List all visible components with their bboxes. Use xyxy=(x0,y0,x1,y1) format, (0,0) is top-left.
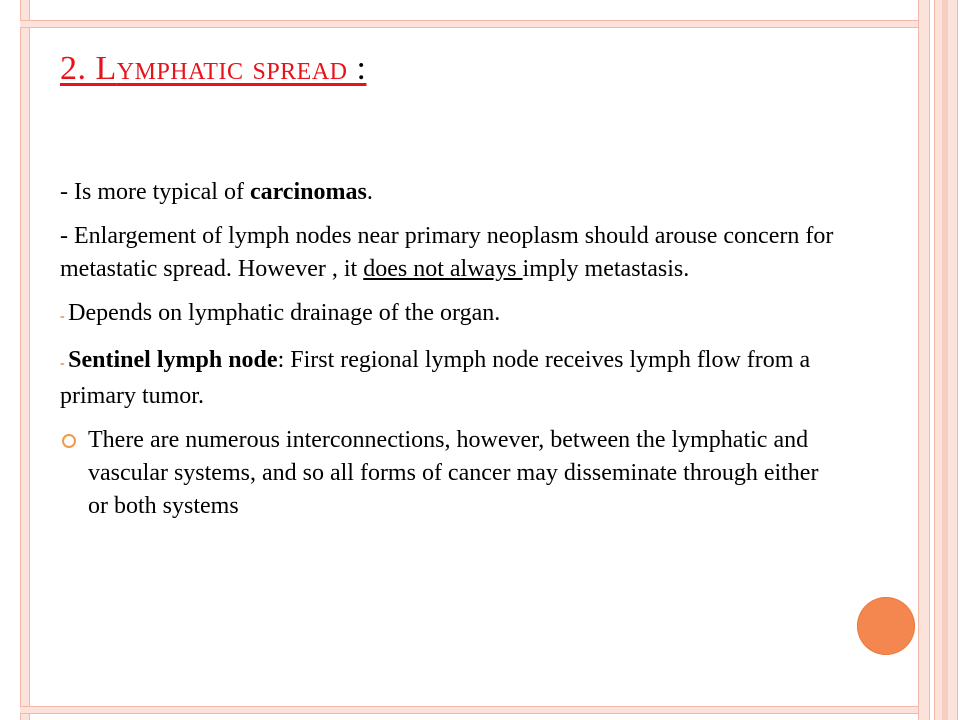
slide-body xyxy=(60,176,840,534)
p1-text: - Is more typical of xyxy=(60,179,250,205)
p2-text: - Enlargement of lymph nodes near primary neoplasm should arouse concern for metastatic spread. However , it xyxy=(60,223,834,282)
p4-bold: Sentinel lymph node xyxy=(68,347,278,373)
frame-right-inner-border xyxy=(918,0,930,720)
p2-text-end: imply metastasis. xyxy=(522,256,690,282)
title-number: 2. xyxy=(60,50,96,87)
title-initial: L xyxy=(95,50,117,87)
p4-text: : First regional lymph node receives lymph flow from a primary tumor. xyxy=(60,347,811,409)
p4-dash: - xyxy=(60,356,69,371)
title-colon: : xyxy=(356,50,367,87)
p1-suffix: . xyxy=(366,179,373,205)
paragraph-enlargement xyxy=(60,220,840,286)
p5-text: There are numerous interconnections, however, between the lymphatic and vascular systems, and so all forms of cancer may disseminate through either or both systems xyxy=(88,427,819,519)
frame-left-border xyxy=(20,0,30,720)
paragraph-drainage xyxy=(60,297,840,333)
bullet-circle-icon xyxy=(62,434,76,448)
paragraph-typical xyxy=(60,176,840,209)
p3-dash: - xyxy=(60,309,69,324)
paragraph-sentinel xyxy=(60,344,840,413)
p3-text: Depends on lymphatic drainage of the organ. xyxy=(68,300,501,326)
paragraph-interconnections xyxy=(60,424,840,523)
frame-top-border xyxy=(20,20,918,28)
slide-title xyxy=(60,50,366,88)
frame-bottom-border xyxy=(20,706,918,714)
p2-underlined: does not always xyxy=(363,256,523,282)
frame-right-stripe xyxy=(942,0,948,720)
p1-bold: carcinomas xyxy=(249,179,367,205)
accent-circle xyxy=(857,597,915,655)
title-rest: ymphatic spread xyxy=(116,50,348,87)
